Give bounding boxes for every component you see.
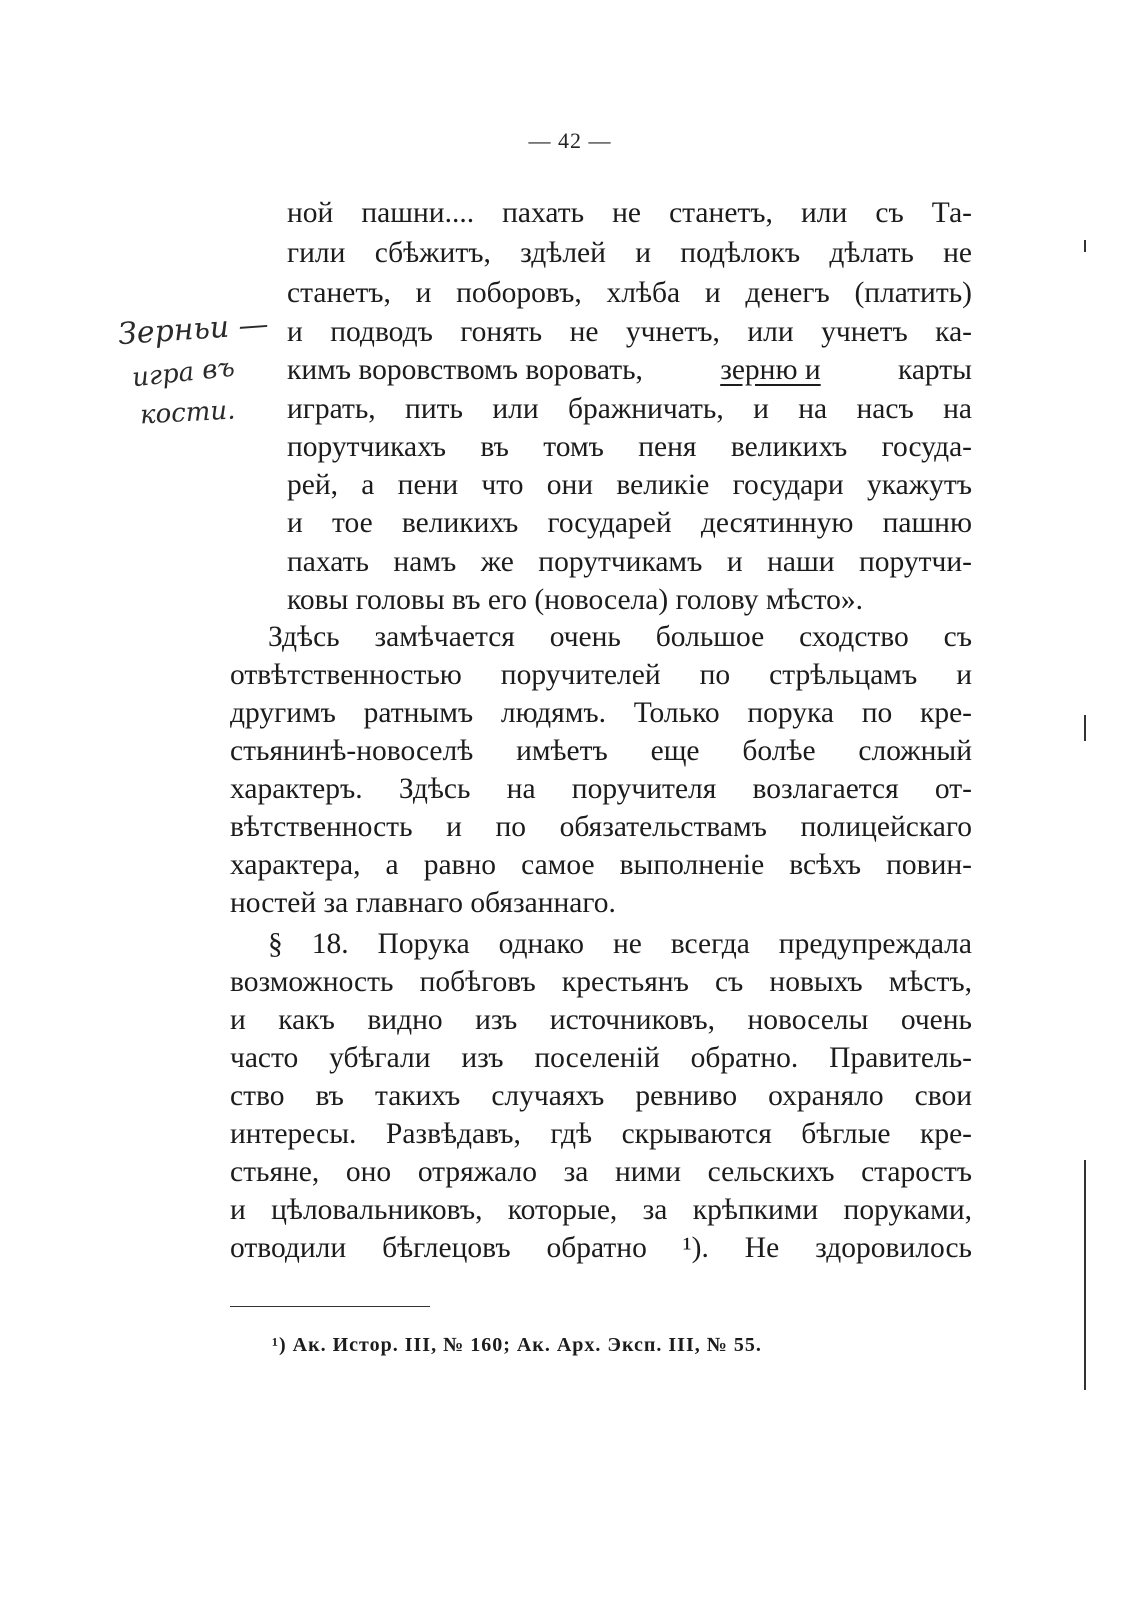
paragraph-line: стьяне, оно отряжало за ними сельскихъ старостъ (230, 1156, 972, 1188)
footnote: ¹) Ак. Истор. III, № 160; Ак. Арх. Эксп. III, № 55. (272, 1334, 762, 1356)
underlined-word-zernyu: зерню и (720, 354, 821, 386)
quote-line: ной пашни.... пахать не станетъ, или съ Та- (287, 197, 972, 229)
quote-line: рей, а пени что они великіе государи укажутъ (287, 469, 972, 501)
quote-line-segment: кимъ воровствомъ воровать, (287, 354, 643, 386)
scan-edge-mark (1084, 240, 1086, 252)
paragraph-line: § 18. Порука однако не всегда предупреждала (268, 928, 972, 960)
page-number: — 42 — (528, 128, 612, 153)
paragraph-line: вѣтственность и по обязательствамъ полицейскаго (230, 811, 972, 843)
footnote-divider (230, 1306, 430, 1307)
quote-line: и подводъ гонять не учнетъ, или учнетъ ка- (287, 316, 972, 348)
quote-line: ковы головы въ его (новосела) голову мѣсто». (287, 584, 863, 616)
quote-line: станетъ, и поборовъ, хлѣба и денегъ (платить) (287, 277, 972, 309)
quote-line: гили сбѣжитъ, здѣлей и подѣлокъ дѣлать не (287, 237, 972, 269)
quote-line (287, 353, 972, 387)
quote-line: играть, пить или бражничать, и на насъ на (287, 393, 972, 425)
paragraph-line: часто убѣгали изъ поселеній обратно. Правитель- (230, 1042, 972, 1074)
paragraph-line: и цѣловальниковъ, которые, за крѣпкими поруками, (230, 1194, 972, 1226)
scan-edge-mark (1084, 1160, 1086, 1390)
paragraph-line: характера, а равно самое выполненіе всѣхъ повин- (230, 849, 972, 881)
paragraph-line: Здѣсь замѣчается очень большое сходство съ (268, 621, 972, 653)
quote-line: порутчикахъ въ томъ пеня великихъ госуда- (287, 431, 972, 463)
paragraph-line: ство въ такихъ случаяхъ ревниво охраняло свои (230, 1080, 972, 1112)
paragraph-line: характеръ. Здѣсь на поручителя возлагается от- (230, 773, 972, 805)
quote-line: и тое великихъ государей десятинную пашню (287, 507, 972, 539)
paragraph-line: стьянинѣ-новоселѣ имѣетъ еще болѣе сложный (230, 735, 972, 767)
paragraph-line: интересы. Развѣдавъ, гдѣ скрываются бѣглые кре- (230, 1118, 972, 1150)
handwritten-marginal-note-line-2: игра въ (130, 352, 237, 394)
paragraph-line: отводили бѣглецовъ обратно ¹). Не здоровилось (230, 1232, 972, 1264)
paragraph-line: возможность побѣговъ крестьянъ съ новыхъ мѣстъ, (230, 966, 972, 998)
quote-line-segment: карты (897, 354, 972, 386)
handwritten-marginal-note-line-3: кости. (139, 395, 237, 431)
paragraph-line: ностей за главнаго обязаннаго. (230, 887, 616, 919)
scan-edge-mark (1084, 715, 1086, 741)
handwritten-marginal-note-line-1: Зерньи — (116, 306, 270, 353)
quote-line: пахать намъ же порутчикамъ и наши порутчи- (287, 546, 972, 578)
paragraph-line: другимъ ратнымъ людямъ. Только порука по кре- (230, 697, 972, 729)
paragraph-line: и какъ видно изъ источниковъ, новоселы очень (230, 1004, 972, 1036)
paragraph-line: отвѣтственностью поручителей по стрѣльцамъ и (230, 659, 972, 691)
